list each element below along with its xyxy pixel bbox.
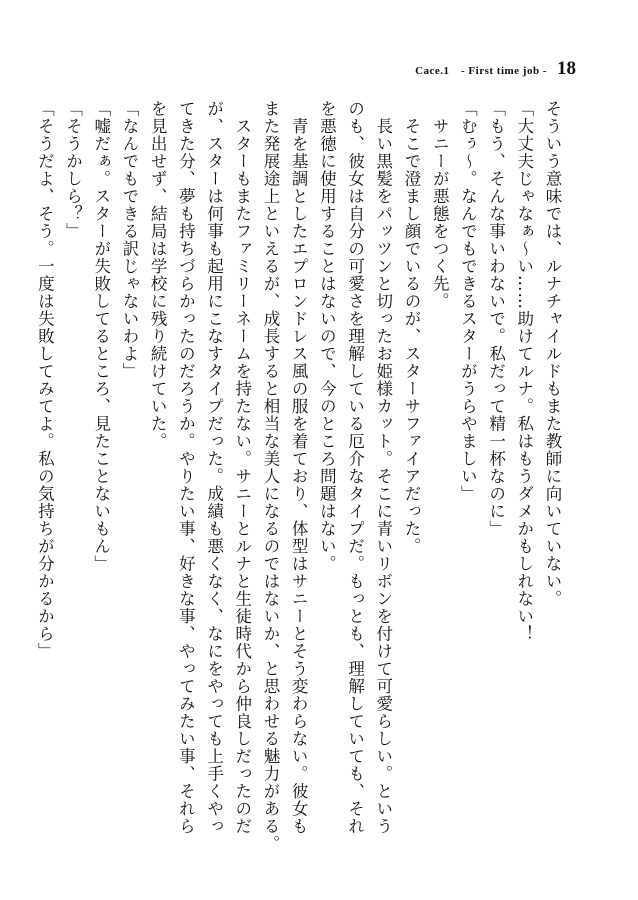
vertical-body-text [35, 100, 566, 853]
text-line: 青を基調としたエプロンドレス風の服を着ており、体型はサニーとそう変わらない。彼女も [289, 100, 309, 835]
text-line: 「そうだよ、そう。一度は失敗してみてよ。私の気持ちが分かるから」 [35, 100, 55, 660]
text-line: を悪徳に使用することはないので、今のところ問題はない。 [317, 100, 337, 573]
text-line: のも、彼女は自分の可愛さを理解している厄介なタイプだ。もっとも、理解していても、それ [345, 100, 365, 835]
text-line: 「そうかしら？」 [63, 100, 83, 240]
text-line: を見出せず、結局は学校に残り続けていた。 [148, 100, 168, 450]
text-line: サニーが悪態をつく先。 [430, 100, 450, 310]
text-line: てきた分、夢も持ちづらかったのだろうか。やりたい事、好きな事、やってみたい事、それら [176, 100, 196, 835]
text-line: 「嘘だぁ。スターが失敗してるところ、見たことないもん」 [91, 100, 111, 573]
text-line: そういう意味では、ルナチャイルドもまた教師に向いていない。 [543, 100, 562, 608]
text-line: が、スターは何事も起用にこなすタイプだった。成績も悪くなく、なにをやっても上手くやっ [204, 100, 224, 835]
running-head [415, 58, 576, 80]
text-line: 「むぅ〜。なんでもできるスターがうらやましい」 [458, 100, 478, 503]
text-line: そこで澄まし顔でいるのが、スターサファイアだった。 [401, 100, 421, 555]
page-number: 18 [557, 58, 576, 79]
text-line: 「もう、そんな事いわないで。私だって精一杯なのに」 [486, 100, 506, 538]
text-line: また発展途上といえるが、成長すると相当な美人になるのではないか、と思わせる魅力がある。 [260, 100, 280, 853]
text-line: 長い黒髪をパッツンと切ったお姫様カット。そこに青いリボンを付けて可愛らしい。という [373, 100, 393, 835]
text-line: 「なんでもできる訳じゃないわよ」 [119, 100, 139, 380]
text-line: 「大丈夫じゃなぁ〜い……助けてルナ。私はもうダメかもしれない！ [514, 100, 534, 643]
text-line: スターもまたファミリーネームを持たない。サニーとルナと生徒時代から仲良しだったのだ [232, 100, 252, 835]
chapter-title: Cace.1 - First time job - [415, 65, 547, 77]
